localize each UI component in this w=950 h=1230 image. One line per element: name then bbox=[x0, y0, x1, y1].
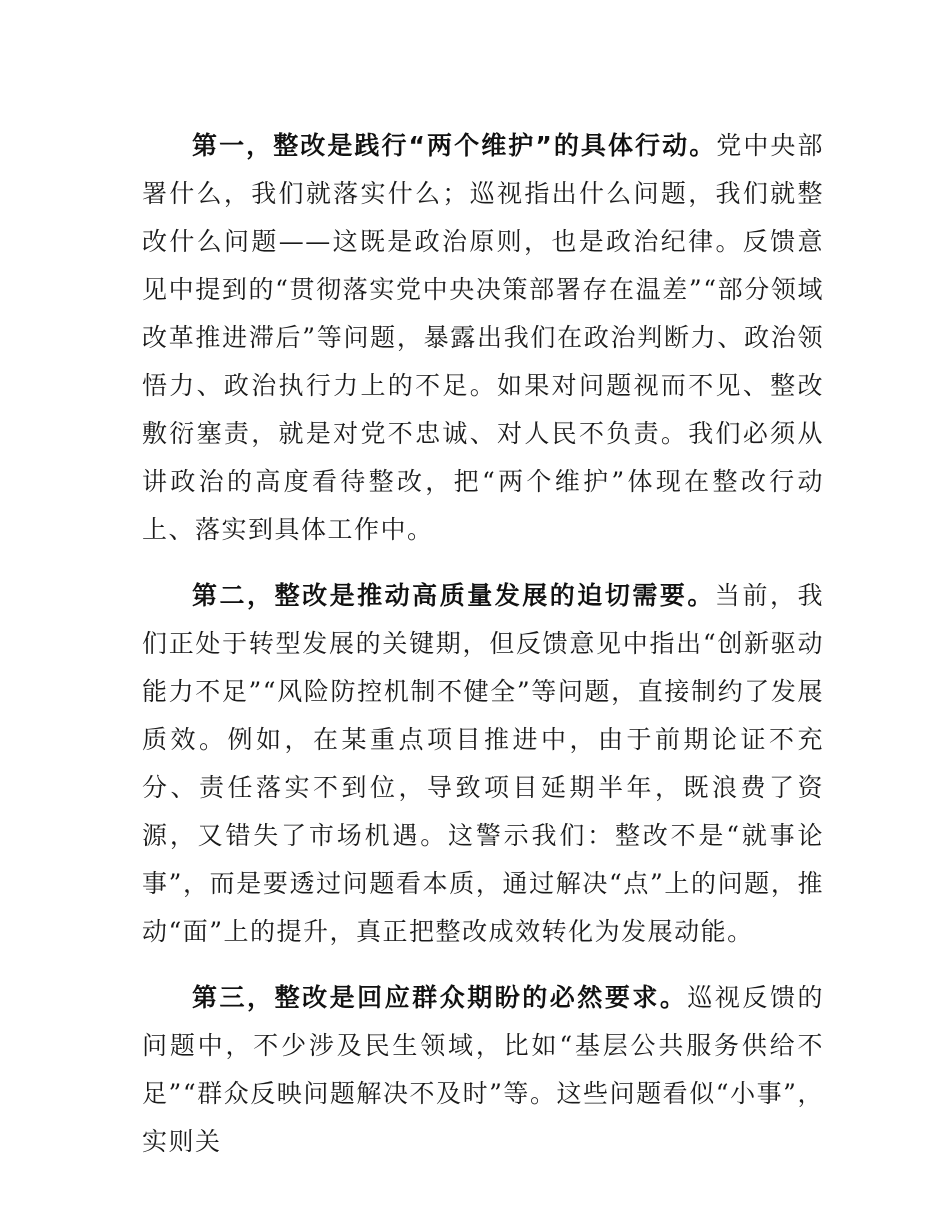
paragraph-2-lead: 第二，整改是推动高质量发展的迫切需要。 bbox=[192, 581, 715, 610]
paragraph-2 bbox=[142, 572, 824, 956]
paragraph-1-body: 党中央部署什么，我们就落实什么；巡视指出什么问题，我们就整改什么问题——这既是政治原则，也是政治纪律。反馈意见中提到的“贯彻落实党中央决策部署存在温差”“部分领域改革推进滞后”等问题，暴露出我们在政治判断力、政治领悟力、政治执行力上的不足。如果对问题视而不见、整改敷衍塞责，就是对党不忠诚、对人民不负责。我们必须从讲政治的高度看待整改，把“两个维护”体现在整改行动上、落实到具体工作中。 bbox=[142, 131, 824, 544]
paragraph-1-lead: 第一，整改是践行“两个维护”的具体行动。 bbox=[192, 131, 717, 160]
paragraph-3-body: 巡视反馈的问题中，不少涉及民生领域，比如“基层公共服务供给不足”“群众反映问题解决不及时”等。这些问题看似“小事”，实则关 bbox=[142, 983, 824, 1156]
paragraph-3-lead: 第三，整改是回应群众期盼的必然要求。 bbox=[192, 983, 688, 1012]
paragraph-2-body: 当前，我们正处于转型发展的关键期，但反馈意见中指出“创新驱动能力不足”“风险防控机制不健全”等问题，直接制约了发展质效。例如，在某重点项目推进中，由于前期论证不充分、责任落实不到位，导致项目延期半年，既浪费了资源，又错失了市场机遇。这警示我们：整改不是“就事论事”，而是要透过问题看本质，通过解决“点”上的问题，推动“面”上的提升，真正把整改成效转化为发展动能。 bbox=[142, 581, 824, 946]
paragraph-3 bbox=[142, 974, 824, 1166]
document-body bbox=[142, 122, 824, 1184]
paragraph-1 bbox=[142, 122, 824, 554]
